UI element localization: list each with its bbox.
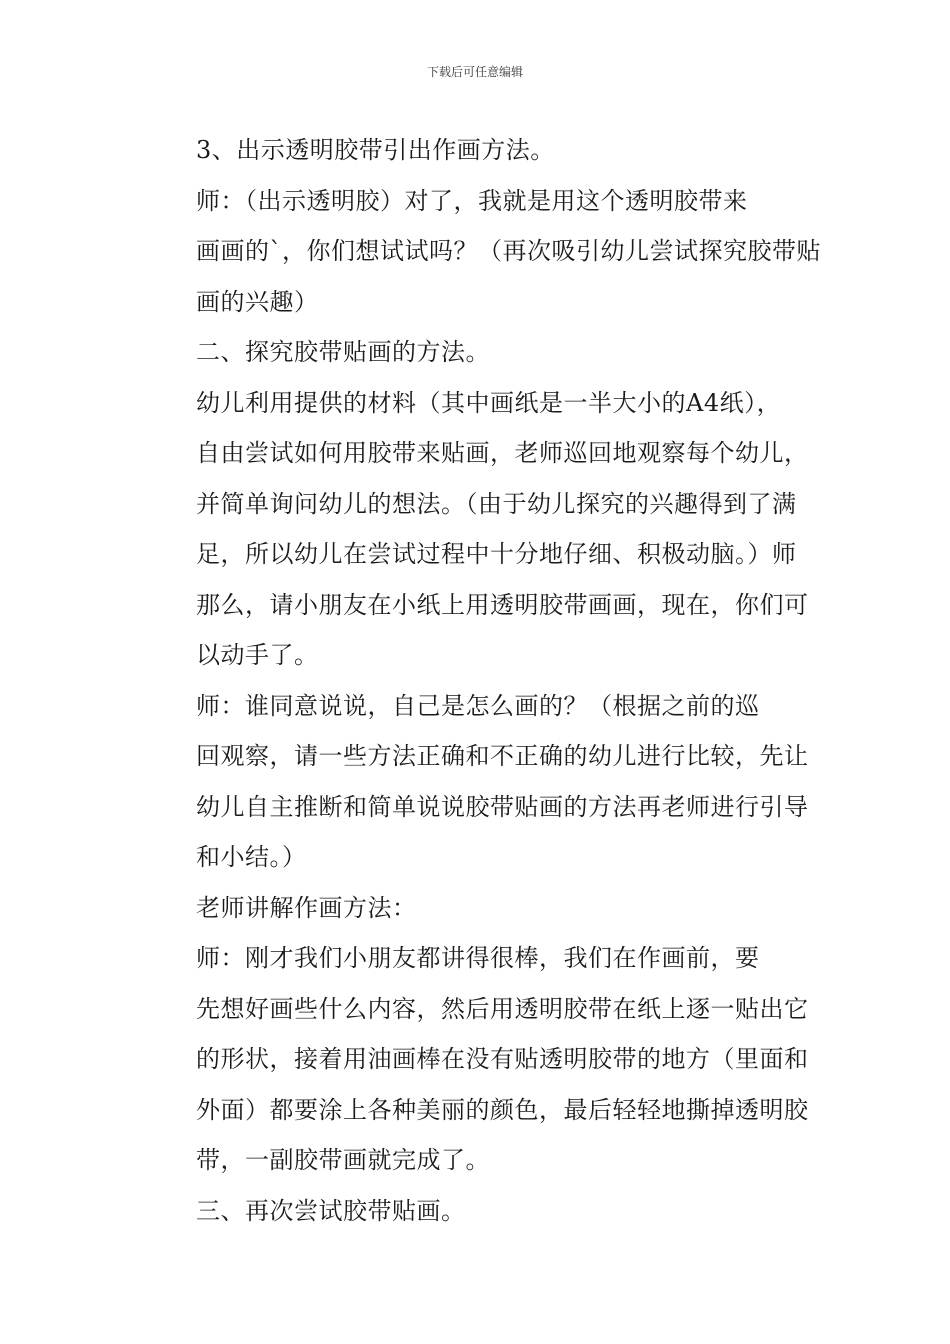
text-line: 画画的`，你们想试试吗？（再次吸引幼儿尝试探究胶带贴 <box>196 237 821 265</box>
section-heading-2 <box>146 327 810 378</box>
paragraph-teacher-method <box>146 933 810 1186</box>
text-line: 师：（出示透明胶）对了，我就是用这个透明胶带来 <box>196 186 748 215</box>
text-line: 师：刚才我们小朋友都讲得很棒，我们在作画前，要 <box>196 944 760 972</box>
text-line: 幼儿利用提供的材料（其中画纸是一半大小的A4纸）， <box>196 388 782 417</box>
text-line: 三、再次尝试胶带贴画。 <box>196 1196 466 1225</box>
paragraph-teacher-discussion <box>146 681 810 883</box>
paragraph-step-3 <box>146 125 810 176</box>
section-heading-3 <box>146 1186 810 1237</box>
text-line: 带，一副胶带画就完成了。 <box>196 1146 490 1174</box>
text-line: 回观察，请一些方法正确和不正确的幼儿进行比较，先让 <box>196 742 809 770</box>
text-line: 外面）都要涂上各种美丽的颜色，最后轻轻地撕掉透明胶 <box>196 1095 809 1124</box>
text-line: 足，所以幼儿在尝试过程中十分地仔细、积极动脑。）师 <box>196 540 797 568</box>
text-line: 以动手了。 <box>196 641 319 669</box>
text-line: 自由尝试如何用胶带来贴画，老师巡回地观察每个幼儿， <box>196 439 809 467</box>
text-line: 幼儿自主推断和简单说说胶带贴画的方法再老师进行引导 <box>196 792 809 821</box>
page-header: 下载后可任意编辑 <box>426 65 523 79</box>
paragraph-children-explore <box>146 378 810 681</box>
text-line: 和小结。） <box>196 843 307 871</box>
text-line: 那么，请小朋友在小纸上用透明胶带画画，现在，你们可 <box>196 590 809 619</box>
document-body <box>146 125 821 1236</box>
text-line: 的形状，接着用油画棒在没有贴透明胶带的地方（里面和 <box>196 1045 809 1073</box>
paragraph-method-title <box>146 883 810 934</box>
text-line: 画的兴趣） <box>196 287 319 316</box>
text-line: 二、探究胶带贴画的方法。 <box>196 338 490 366</box>
text-line: 并简单询问幼儿的想法。（由于幼儿探究的兴趣得到了满 <box>196 489 797 518</box>
text-line: 老师讲解作画方法： <box>196 893 417 922</box>
paragraph-teacher-intro <box>146 176 821 328</box>
text-line: 3、出示透明胶带引出作画方法。 <box>196 136 555 164</box>
text-line: 先想好画些什么内容，然后用透明胶带在纸上逐一贴出它 <box>196 994 809 1023</box>
text-line: 师：谁同意说说，自己是怎么画的？（根据之前的巡 <box>196 691 760 720</box>
